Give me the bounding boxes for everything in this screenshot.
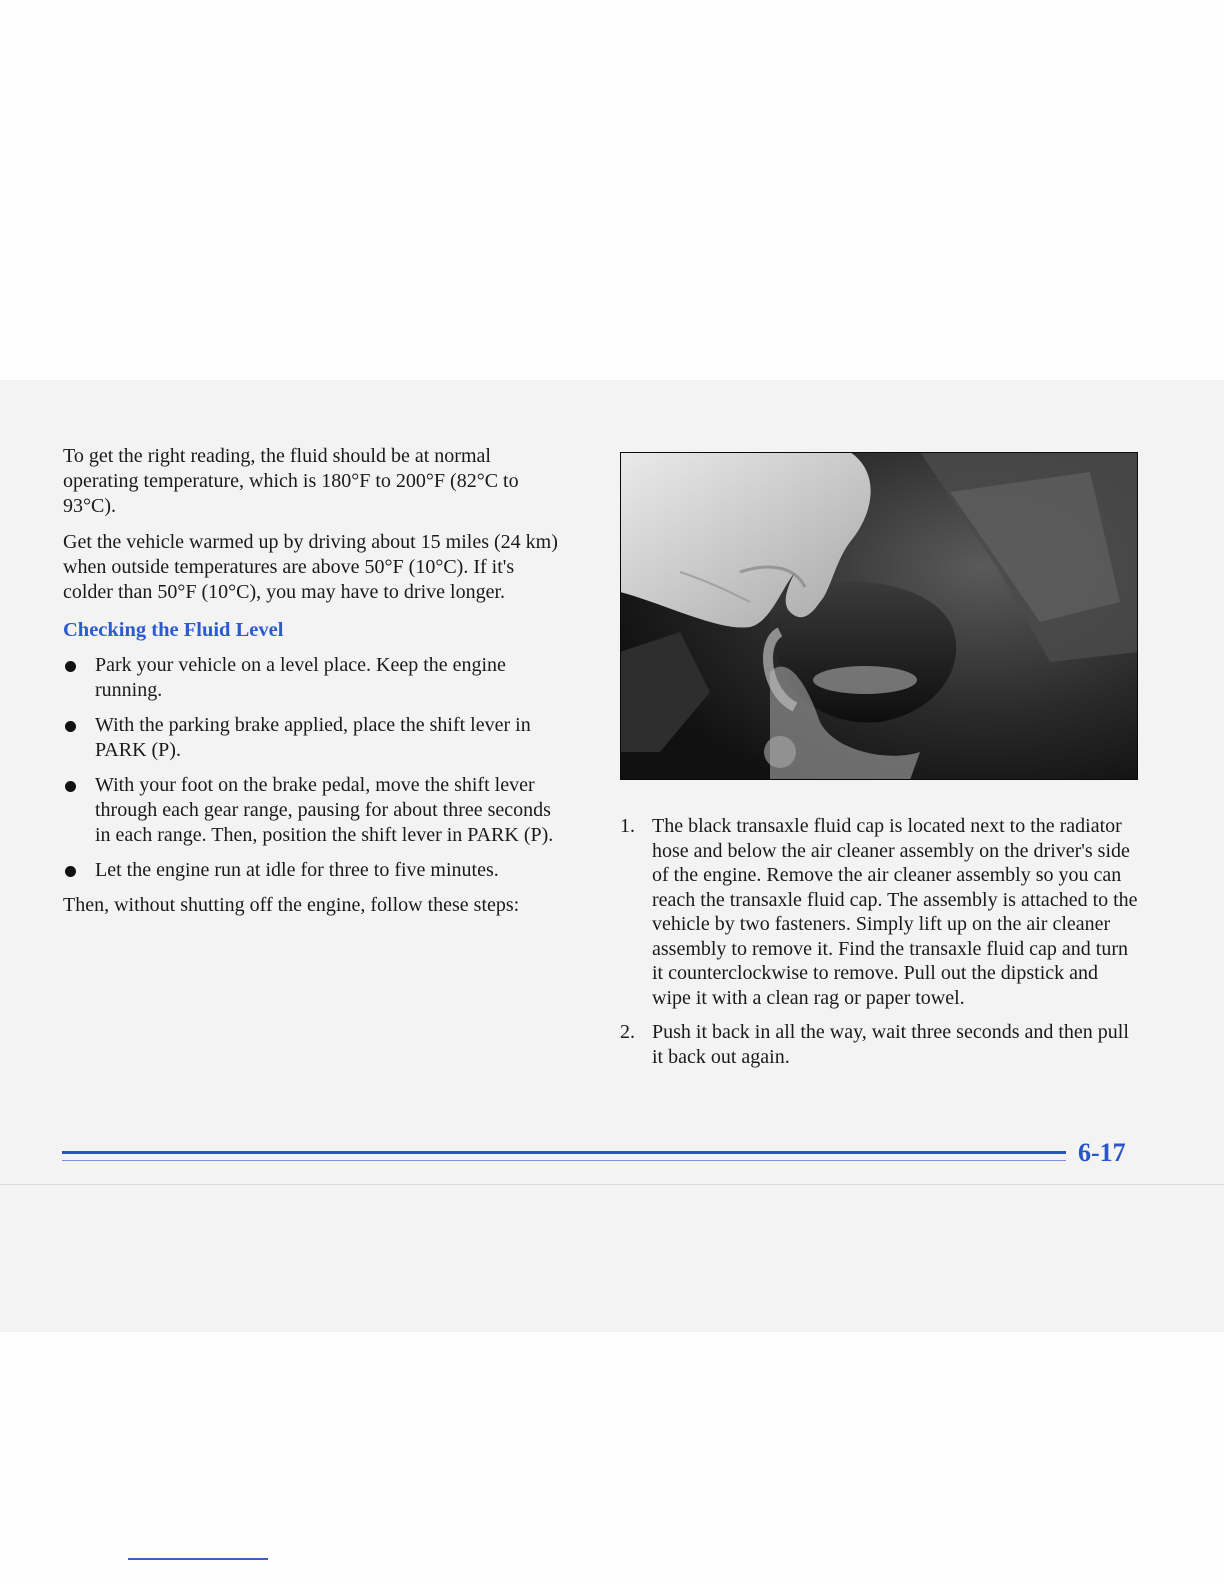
bullet-text: With the parking brake applied, place the shift lever in PARK (P). xyxy=(95,714,531,761)
step-number: 2. xyxy=(620,1021,635,1043)
bullet-icon xyxy=(65,661,76,672)
section-heading: Checking the Fluid Level xyxy=(63,619,284,641)
step-item xyxy=(620,814,1138,1010)
engine-photo xyxy=(620,452,1138,780)
page-number: 6-17 xyxy=(1078,1138,1126,1167)
closing-paragraph: Then, without shutting off the engine, follow these steps: xyxy=(63,894,520,916)
bullet-text: With your foot on the brake pedal, move the shift lever through each gear range, pausing for about three seconds in each range. Then, position the shift lever in PARK (P). xyxy=(95,774,554,846)
step-item xyxy=(620,1020,1138,1069)
right-column xyxy=(620,452,1138,1079)
list-item xyxy=(63,773,568,848)
bottom-mark xyxy=(128,1558,268,1560)
warmup-paragraph: Get the vehicle warmed up by driving about 15 miles (24 km) when outside temperatures are above 50°F (10°C). If it's colder than 50°F (10°C), you may have to drive longer. xyxy=(63,531,558,603)
bullet-icon xyxy=(65,866,76,877)
bullet-icon xyxy=(65,721,76,732)
intro-paragraph: To get the right reading, the fluid should be at normal operating temperature, which is 180°F to 200°F (82°C to 93°C). xyxy=(63,445,519,517)
bullet-list xyxy=(63,653,568,883)
list-item xyxy=(63,858,568,883)
bullet-text: Let the engine run at idle for three to five minutes. xyxy=(95,859,499,881)
step-text: Push it back in all the way, wait three seconds and then pull it back out again. xyxy=(652,1021,1129,1068)
left-column xyxy=(63,444,568,929)
scan-divider xyxy=(0,1184,1224,1185)
steps-list xyxy=(620,814,1138,1069)
list-item xyxy=(63,653,568,703)
list-item xyxy=(63,713,568,763)
engine-photo-illustration xyxy=(620,452,1138,780)
step-text: The black transaxle fluid cap is located next to the radiator hose and below the air cleaner assembly on the driver's side of the engine. Remove the air cleaner assembly so you can reach the transaxle fluid cap. The assembly is attached to the vehicle by two fasteners. Simply lift up on the air cleaner assembly to remove it. Find the transaxle fluid cap and turn it counterclockwise to remove. Pull out the dipstick and wipe it with a clean rag or paper towel. xyxy=(652,815,1138,1009)
bullet-icon xyxy=(65,781,76,792)
step-number: 1. xyxy=(620,815,635,837)
bullet-text: Park your vehicle on a level place. Keep the engine running. xyxy=(95,654,506,701)
footer-rule xyxy=(62,1151,1066,1154)
footer-rule-thin xyxy=(62,1160,1066,1161)
